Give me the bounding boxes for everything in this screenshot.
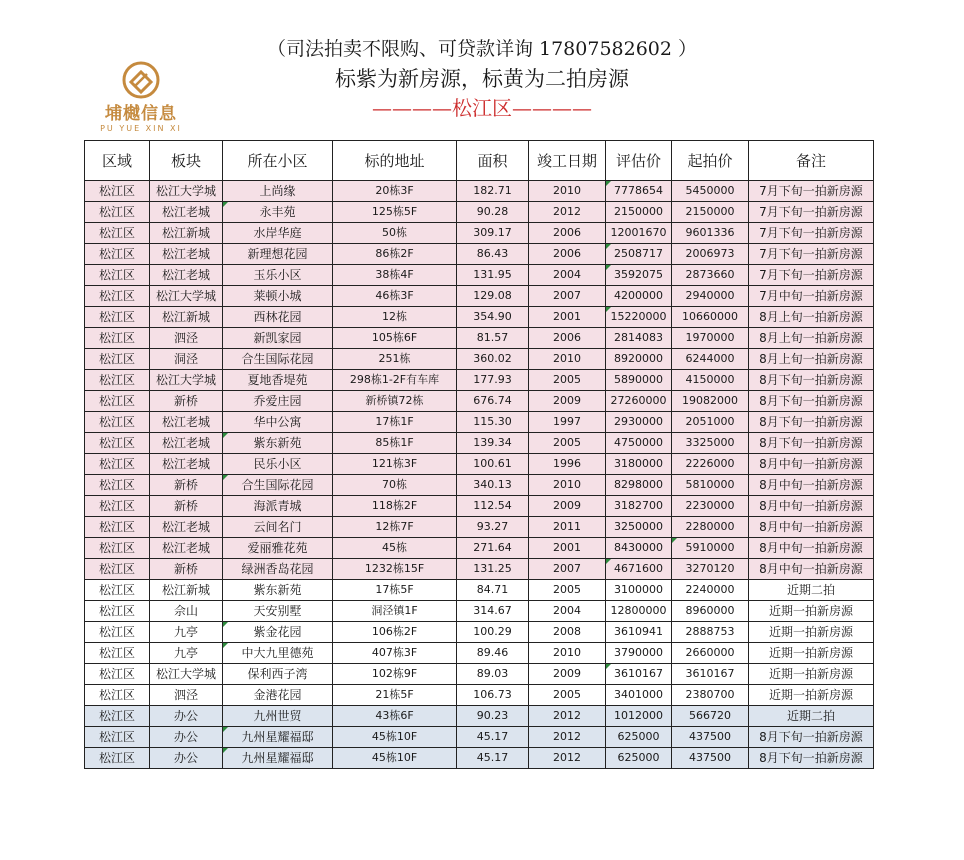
cell-address: 125栋5F bbox=[333, 202, 457, 223]
cell-remarks: 7月下旬一拍新房源 bbox=[749, 244, 874, 265]
table-header-row bbox=[85, 141, 874, 181]
cell-area: 81.57 bbox=[457, 328, 529, 349]
cell-block: 泗泾 bbox=[150, 328, 223, 349]
cell-completion-date: 2004 bbox=[529, 265, 606, 286]
cell-block: 佘山 bbox=[150, 601, 223, 622]
cell-area: 45.17 bbox=[457, 727, 529, 748]
cell-block: 松江大学城 bbox=[150, 286, 223, 307]
cell-completion-date: 2010 bbox=[529, 349, 606, 370]
cell-appraisal-price: 2150000 bbox=[606, 202, 672, 223]
cell-appraisal-price: 625000 bbox=[606, 748, 672, 769]
table-row bbox=[85, 496, 874, 517]
cell-area: 100.29 bbox=[457, 622, 529, 643]
cell-starting-price: 2940000 bbox=[672, 286, 749, 307]
cell-remarks: 7月下旬一拍新房源 bbox=[749, 265, 874, 286]
cell-block: 松江老城 bbox=[150, 412, 223, 433]
header-completion-date: 竣工日期 bbox=[529, 141, 606, 181]
table-row bbox=[85, 223, 874, 244]
cell-appraisal-price: 5890000 bbox=[606, 370, 672, 391]
cell-address: 105栋6F bbox=[333, 328, 457, 349]
cell-appraisal-price: 8298000 bbox=[606, 475, 672, 496]
cell-remarks: 8月中旬一拍新房源 bbox=[749, 496, 874, 517]
cell-area: 314.67 bbox=[457, 601, 529, 622]
cell-area: 309.17 bbox=[457, 223, 529, 244]
cell-appraisal-price: 3180000 bbox=[606, 454, 672, 475]
cell-community: 紫东新苑 bbox=[223, 433, 333, 454]
table-row bbox=[85, 412, 874, 433]
table-row bbox=[85, 538, 874, 559]
cell-address: 407栋3F bbox=[333, 643, 457, 664]
table-row bbox=[85, 349, 874, 370]
cell-appraisal-price: 27260000 bbox=[606, 391, 672, 412]
cell-block: 办公 bbox=[150, 706, 223, 727]
table-row bbox=[85, 685, 874, 706]
cell-completion-date: 2010 bbox=[529, 643, 606, 664]
cell-block: 九亭 bbox=[150, 622, 223, 643]
cell-completion-date: 2005 bbox=[529, 370, 606, 391]
cell-remarks: 近期一拍新房源 bbox=[749, 664, 874, 685]
table-row bbox=[85, 265, 874, 286]
cell-appraisal-price: 4200000 bbox=[606, 286, 672, 307]
cell-address: 21栋5F bbox=[333, 685, 457, 706]
cell-completion-date: 2006 bbox=[529, 244, 606, 265]
cell-appraisal-price: 8920000 bbox=[606, 349, 672, 370]
cell-area: 360.02 bbox=[457, 349, 529, 370]
cell-appraisal-price: 2814083 bbox=[606, 328, 672, 349]
cell-address: 45栋 bbox=[333, 538, 457, 559]
cell-address: 46栋3F bbox=[333, 286, 457, 307]
cell-area: 84.71 bbox=[457, 580, 529, 601]
cell-appraisal-price: 3250000 bbox=[606, 517, 672, 538]
cell-area: 271.64 bbox=[457, 538, 529, 559]
cell-remarks: 8月上旬一拍新房源 bbox=[749, 349, 874, 370]
cell-address: 102栋9F bbox=[333, 664, 457, 685]
table-row bbox=[85, 748, 874, 769]
cell-starting-price: 6244000 bbox=[672, 349, 749, 370]
cell-appraisal-price: 12800000 bbox=[606, 601, 672, 622]
cell-remarks: 8月上旬一拍新房源 bbox=[749, 307, 874, 328]
cell-appraisal-price: 15220000 bbox=[606, 307, 672, 328]
cell-remarks: 8月下旬一拍新房源 bbox=[749, 748, 874, 769]
cell-block: 松江大学城 bbox=[150, 370, 223, 391]
cell-block: 办公 bbox=[150, 727, 223, 748]
cell-district: 松江区 bbox=[85, 244, 150, 265]
cell-district: 松江区 bbox=[85, 349, 150, 370]
cell-community: 华中公寓 bbox=[223, 412, 333, 433]
cell-appraisal-price: 12001670 bbox=[606, 223, 672, 244]
cell-starting-price: 9601336 bbox=[672, 223, 749, 244]
cell-area: 106.73 bbox=[457, 685, 529, 706]
cell-remarks: 8月中旬一拍新房源 bbox=[749, 475, 874, 496]
cell-address: 洞泾镇1F bbox=[333, 601, 457, 622]
cell-remarks: 近期二拍 bbox=[749, 580, 874, 601]
cell-area: 354.90 bbox=[457, 307, 529, 328]
cell-appraisal-price: 3182700 bbox=[606, 496, 672, 517]
cell-starting-price: 19082000 bbox=[672, 391, 749, 412]
cell-district: 松江区 bbox=[85, 202, 150, 223]
cell-address: 86栋2F bbox=[333, 244, 457, 265]
cell-community: 九州世贸 bbox=[223, 706, 333, 727]
cell-district: 松江区 bbox=[85, 454, 150, 475]
cell-address: 251栋 bbox=[333, 349, 457, 370]
cell-block: 松江大学城 bbox=[150, 664, 223, 685]
cell-completion-date: 2004 bbox=[529, 601, 606, 622]
cell-completion-date: 2009 bbox=[529, 664, 606, 685]
cell-starting-price: 8960000 bbox=[672, 601, 749, 622]
cell-appraisal-price: 4671600 bbox=[606, 559, 672, 580]
cell-district: 松江区 bbox=[85, 706, 150, 727]
table-row bbox=[85, 601, 874, 622]
cell-address: 106栋2F bbox=[333, 622, 457, 643]
cell-block: 松江大学城 bbox=[150, 181, 223, 202]
cell-remarks: 8月上旬一拍新房源 bbox=[749, 328, 874, 349]
cell-address: 45栋10F bbox=[333, 727, 457, 748]
table-row bbox=[85, 559, 874, 580]
cell-community: 绿洲香岛花园 bbox=[223, 559, 333, 580]
cell-area: 112.54 bbox=[457, 496, 529, 517]
cell-remarks: 8月下旬一拍新房源 bbox=[749, 370, 874, 391]
table-row bbox=[85, 454, 874, 475]
cell-district: 松江区 bbox=[85, 643, 150, 664]
cell-remarks: 近期二拍 bbox=[749, 706, 874, 727]
cell-community: 天安别墅 bbox=[223, 601, 333, 622]
table-body bbox=[85, 181, 874, 769]
cell-district: 松江区 bbox=[85, 601, 150, 622]
cell-starting-price: 2230000 bbox=[672, 496, 749, 517]
table-row bbox=[85, 664, 874, 685]
cell-appraisal-price: 4750000 bbox=[606, 433, 672, 454]
legend-line: 标紫为新房源，标黄为二拍房源 bbox=[335, 67, 629, 91]
cell-remarks: 8月中旬一拍新房源 bbox=[749, 454, 874, 475]
cell-completion-date: 2005 bbox=[529, 685, 606, 706]
cell-district: 松江区 bbox=[85, 265, 150, 286]
cell-starting-price: 3270120 bbox=[672, 559, 749, 580]
cell-district: 松江区 bbox=[85, 748, 150, 769]
cell-address: 20栋3F bbox=[333, 181, 457, 202]
cell-completion-date: 1997 bbox=[529, 412, 606, 433]
table-row bbox=[85, 643, 874, 664]
table-row bbox=[85, 622, 874, 643]
cell-district: 松江区 bbox=[85, 622, 150, 643]
cell-remarks: 近期一拍新房源 bbox=[749, 685, 874, 706]
cell-district: 松江区 bbox=[85, 181, 150, 202]
cell-address: 70栋 bbox=[333, 475, 457, 496]
cell-district: 松江区 bbox=[85, 391, 150, 412]
cell-community: 合生国际花园 bbox=[223, 349, 333, 370]
cell-community: 紫金花园 bbox=[223, 622, 333, 643]
cell-completion-date: 2001 bbox=[529, 307, 606, 328]
cell-completion-date: 2005 bbox=[529, 433, 606, 454]
cell-starting-price: 5450000 bbox=[672, 181, 749, 202]
cell-address: 17栋5F bbox=[333, 580, 457, 601]
cell-address: 121栋3F bbox=[333, 454, 457, 475]
cell-address: 85栋1F bbox=[333, 433, 457, 454]
cell-area: 86.43 bbox=[457, 244, 529, 265]
cell-area: 90.28 bbox=[457, 202, 529, 223]
cell-completion-date: 2006 bbox=[529, 223, 606, 244]
cell-block: 松江老城 bbox=[150, 538, 223, 559]
header-address: 标的地址 bbox=[333, 141, 457, 181]
cell-community: 中大九里德苑 bbox=[223, 643, 333, 664]
cell-block: 松江老城 bbox=[150, 244, 223, 265]
header-community: 所在小区 bbox=[223, 141, 333, 181]
cell-community: 夏地香堤苑 bbox=[223, 370, 333, 391]
table-row bbox=[85, 202, 874, 223]
cell-completion-date: 2006 bbox=[529, 328, 606, 349]
cell-block: 办公 bbox=[150, 748, 223, 769]
cell-completion-date: 2005 bbox=[529, 580, 606, 601]
cell-address: 38栋4F bbox=[333, 265, 457, 286]
cell-district: 松江区 bbox=[85, 286, 150, 307]
cell-completion-date: 2010 bbox=[529, 181, 606, 202]
cell-starting-price: 4150000 bbox=[672, 370, 749, 391]
header-area: 面积 bbox=[457, 141, 529, 181]
cell-appraisal-price: 625000 bbox=[606, 727, 672, 748]
logo-name-cn: 埔樾信息 bbox=[105, 104, 177, 124]
cell-remarks: 8月中旬一拍新房源 bbox=[749, 559, 874, 580]
cell-district: 松江区 bbox=[85, 664, 150, 685]
cell-area: 676.74 bbox=[457, 391, 529, 412]
table-row bbox=[85, 433, 874, 454]
cell-community: 乔爱庄园 bbox=[223, 391, 333, 412]
cell-district: 松江区 bbox=[85, 685, 150, 706]
cell-starting-price: 2280000 bbox=[672, 517, 749, 538]
cell-remarks: 7月中旬一拍新房源 bbox=[749, 286, 874, 307]
cell-remarks: 7月下旬一拍新房源 bbox=[749, 202, 874, 223]
cell-completion-date: 2007 bbox=[529, 286, 606, 307]
cell-appraisal-price: 7778654 bbox=[606, 181, 672, 202]
cell-completion-date: 2009 bbox=[529, 496, 606, 517]
header-appraisal-price: 评估价 bbox=[606, 141, 672, 181]
cell-community: 西林花园 bbox=[223, 307, 333, 328]
cell-community: 新理想花园 bbox=[223, 244, 333, 265]
cell-completion-date: 2001 bbox=[529, 538, 606, 559]
cell-block: 新桥 bbox=[150, 496, 223, 517]
cell-area: 100.61 bbox=[457, 454, 529, 475]
cell-completion-date: 2012 bbox=[529, 748, 606, 769]
cell-block: 松江新城 bbox=[150, 580, 223, 601]
cell-area: 139.34 bbox=[457, 433, 529, 454]
cell-community: 爱丽雅花苑 bbox=[223, 538, 333, 559]
cell-remarks: 8月中旬一拍新房源 bbox=[749, 538, 874, 559]
cell-completion-date: 2008 bbox=[529, 622, 606, 643]
cell-appraisal-price: 3100000 bbox=[606, 580, 672, 601]
cell-community: 水岸华庭 bbox=[223, 223, 333, 244]
cell-area: 340.13 bbox=[457, 475, 529, 496]
cell-appraisal-price: 3610167 bbox=[606, 664, 672, 685]
cell-starting-price: 2226000 bbox=[672, 454, 749, 475]
cell-block: 松江老城 bbox=[150, 454, 223, 475]
table-row bbox=[85, 328, 874, 349]
cell-block: 洞泾 bbox=[150, 349, 223, 370]
cell-community: 金港花园 bbox=[223, 685, 333, 706]
cell-remarks: 8月中旬一拍新房源 bbox=[749, 517, 874, 538]
cell-remarks: 8月下旬一拍新房源 bbox=[749, 412, 874, 433]
table-row bbox=[85, 244, 874, 265]
cell-district: 松江区 bbox=[85, 433, 150, 454]
cell-address: 1232栋15F bbox=[333, 559, 457, 580]
table-row bbox=[85, 370, 874, 391]
cell-community: 合生国际花园 bbox=[223, 475, 333, 496]
table-row bbox=[85, 517, 874, 538]
cell-completion-date: 2009 bbox=[529, 391, 606, 412]
cell-community: 永丰苑 bbox=[223, 202, 333, 223]
cell-district: 松江区 bbox=[85, 538, 150, 559]
cell-remarks: 8月下旬一拍新房源 bbox=[749, 727, 874, 748]
header-starting-price: 起拍价 bbox=[672, 141, 749, 181]
cell-remarks: 近期一拍新房源 bbox=[749, 643, 874, 664]
cell-remarks: 近期一拍新房源 bbox=[749, 601, 874, 622]
cell-starting-price: 2873660 bbox=[672, 265, 749, 286]
cell-completion-date: 2012 bbox=[529, 727, 606, 748]
cell-block: 松江老城 bbox=[150, 433, 223, 454]
cell-block: 松江新城 bbox=[150, 223, 223, 244]
cell-district: 松江区 bbox=[85, 370, 150, 391]
cell-appraisal-price: 2508717 bbox=[606, 244, 672, 265]
table-row bbox=[85, 580, 874, 601]
cell-remarks: 7月下旬一拍新房源 bbox=[749, 181, 874, 202]
table-row bbox=[85, 391, 874, 412]
cell-starting-price: 10660000 bbox=[672, 307, 749, 328]
cell-completion-date: 2010 bbox=[529, 475, 606, 496]
cell-remarks: 7月下旬一拍新房源 bbox=[749, 223, 874, 244]
cell-block: 松江老城 bbox=[150, 517, 223, 538]
contact-line: （司法拍卖不限购、可贷款详询 17807582602 ） bbox=[266, 38, 698, 60]
cell-starting-price: 1970000 bbox=[672, 328, 749, 349]
cell-community: 云间名门 bbox=[223, 517, 333, 538]
cell-community: 玉乐小区 bbox=[223, 265, 333, 286]
cell-address: 新桥镇72栋 bbox=[333, 391, 457, 412]
table-row bbox=[85, 181, 874, 202]
cell-area: 89.46 bbox=[457, 643, 529, 664]
cell-address: 50栋 bbox=[333, 223, 457, 244]
table-row bbox=[85, 706, 874, 727]
cell-block: 泗泾 bbox=[150, 685, 223, 706]
cell-area: 131.95 bbox=[457, 265, 529, 286]
cell-district: 松江区 bbox=[85, 517, 150, 538]
cell-starting-price: 3325000 bbox=[672, 433, 749, 454]
cell-completion-date: 2011 bbox=[529, 517, 606, 538]
header-remarks: 备注 bbox=[749, 141, 874, 181]
cell-starting-price: 2380700 bbox=[672, 685, 749, 706]
cell-community: 新凯家园 bbox=[223, 328, 333, 349]
cell-address: 43栋6F bbox=[333, 706, 457, 727]
table-row bbox=[85, 307, 874, 328]
cell-appraisal-price: 3401000 bbox=[606, 685, 672, 706]
cell-district: 松江区 bbox=[85, 727, 150, 748]
cell-district: 松江区 bbox=[85, 475, 150, 496]
cell-district: 松江区 bbox=[85, 328, 150, 349]
cell-appraisal-price: 3592075 bbox=[606, 265, 672, 286]
cell-area: 115.30 bbox=[457, 412, 529, 433]
table-row bbox=[85, 727, 874, 748]
cell-appraisal-price: 2930000 bbox=[606, 412, 672, 433]
cell-starting-price: 2006973 bbox=[672, 244, 749, 265]
header-block: 板块 bbox=[150, 141, 223, 181]
cell-area: 90.23 bbox=[457, 706, 529, 727]
cell-starting-price: 5910000 bbox=[672, 538, 749, 559]
cell-area: 93.27 bbox=[457, 517, 529, 538]
cell-area: 177.93 bbox=[457, 370, 529, 391]
cell-area: 89.03 bbox=[457, 664, 529, 685]
cell-area: 131.25 bbox=[457, 559, 529, 580]
table-row bbox=[85, 475, 874, 496]
cell-community: 上尚缘 bbox=[223, 181, 333, 202]
cell-community: 九州星耀福邸 bbox=[223, 748, 333, 769]
cell-starting-price: 5810000 bbox=[672, 475, 749, 496]
cell-block: 新桥 bbox=[150, 475, 223, 496]
cell-starting-price: 2150000 bbox=[672, 202, 749, 223]
cell-community: 民乐小区 bbox=[223, 454, 333, 475]
cell-community: 海派青城 bbox=[223, 496, 333, 517]
cell-completion-date: 2012 bbox=[529, 706, 606, 727]
cell-community: 保利西子湾 bbox=[223, 664, 333, 685]
cell-area: 129.08 bbox=[457, 286, 529, 307]
cell-completion-date: 2007 bbox=[529, 559, 606, 580]
cell-completion-date: 2012 bbox=[529, 202, 606, 223]
cell-starting-price: 437500 bbox=[672, 727, 749, 748]
cell-address: 298栋1-2F有车库 bbox=[333, 370, 457, 391]
cell-district: 松江区 bbox=[85, 223, 150, 244]
cell-appraisal-price: 8430000 bbox=[606, 538, 672, 559]
cell-starting-price: 566720 bbox=[672, 706, 749, 727]
cell-district: 松江区 bbox=[85, 496, 150, 517]
cell-starting-price: 2240000 bbox=[672, 580, 749, 601]
cell-block: 新桥 bbox=[150, 391, 223, 412]
header-district: 区域 bbox=[85, 141, 150, 181]
logo-name-en: PU YUE XIN XI bbox=[100, 124, 182, 133]
cell-starting-price: 3610167 bbox=[672, 664, 749, 685]
cell-district: 松江区 bbox=[85, 412, 150, 433]
cell-address: 12栋 bbox=[333, 307, 457, 328]
listing-table bbox=[84, 140, 874, 769]
cell-appraisal-price: 1012000 bbox=[606, 706, 672, 727]
cell-block: 新桥 bbox=[150, 559, 223, 580]
cell-community: 九州星耀福邸 bbox=[223, 727, 333, 748]
cell-starting-price: 437500 bbox=[672, 748, 749, 769]
cell-appraisal-price: 3610941 bbox=[606, 622, 672, 643]
cell-district: 松江区 bbox=[85, 559, 150, 580]
cell-block: 松江老城 bbox=[150, 202, 223, 223]
cell-remarks: 8月下旬一拍新房源 bbox=[749, 433, 874, 454]
cell-community: 莱顿小城 bbox=[223, 286, 333, 307]
cell-appraisal-price: 3790000 bbox=[606, 643, 672, 664]
cell-address: 118栋2F bbox=[333, 496, 457, 517]
cell-address: 17栋1F bbox=[333, 412, 457, 433]
cell-block: 松江老城 bbox=[150, 265, 223, 286]
cell-district: 松江区 bbox=[85, 307, 150, 328]
cell-area: 45.17 bbox=[457, 748, 529, 769]
cell-area: 182.71 bbox=[457, 181, 529, 202]
cell-starting-price: 2660000 bbox=[672, 643, 749, 664]
table-row bbox=[85, 286, 874, 307]
cell-starting-price: 2051000 bbox=[672, 412, 749, 433]
cell-district: 松江区 bbox=[85, 580, 150, 601]
cell-remarks: 8月下旬一拍新房源 bbox=[749, 391, 874, 412]
cell-starting-price: 2888753 bbox=[672, 622, 749, 643]
cell-address: 45栋10F bbox=[333, 748, 457, 769]
cell-remarks: 近期一拍新房源 bbox=[749, 622, 874, 643]
cell-community: 紫东新苑 bbox=[223, 580, 333, 601]
cell-address: 12栋7F bbox=[333, 517, 457, 538]
cell-block: 九亭 bbox=[150, 643, 223, 664]
cell-completion-date: 1996 bbox=[529, 454, 606, 475]
cell-block: 松江新城 bbox=[150, 307, 223, 328]
district-title: ————松江区———— bbox=[372, 96, 592, 120]
